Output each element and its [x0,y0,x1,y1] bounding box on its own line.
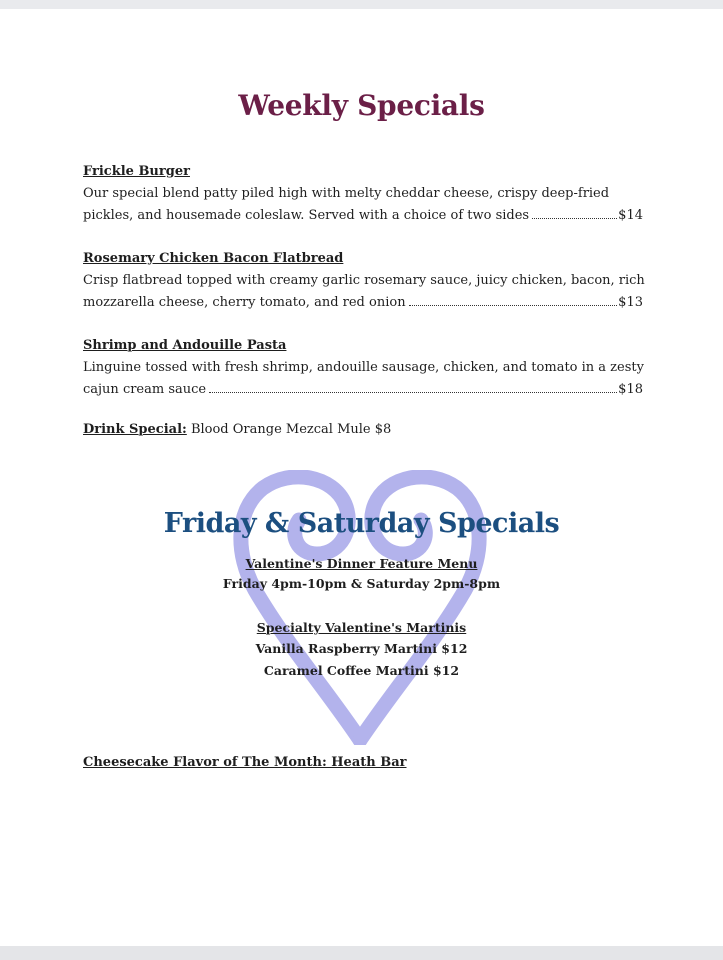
item-description-line: mozzarella cheese, cherry tomato, and red onion [83,295,406,310]
item-description-line: Crisp flatbread topped with creamy garlic rosemary sauce, juicy chicken, bacon, rich [83,273,645,288]
feature-menu-hours: Friday 4pm-10pm & Saturday 2pm-8pm [222,576,501,591]
item-name: Frickle Burger [83,164,190,179]
item-price: $18 [618,382,643,397]
item-price-line [83,292,643,314]
item-price: $14 [618,208,643,223]
drink-special-label: Drink Special: [83,422,187,437]
item-name: Shrimp and Andouille Pasta [83,338,287,353]
drink-special-text: Blood Orange Mezcal Mule $8 [186,422,392,437]
weekly-specials-title: Weekly Specials [238,89,485,122]
martini-item: Caramel Coffee Martini $12 [263,663,460,678]
dot-leader [532,218,617,219]
item-name: Rosemary Chicken Bacon Flatbread [83,251,344,266]
item-price: $13 [618,295,643,310]
feature-menu-heading: Valentine's Dinner Feature Menu [245,556,478,571]
weekend-specials-title: Friday & Saturday Specials [163,508,560,539]
item-description-line: cajun cream sauce [83,382,207,397]
item-price-line [83,205,643,227]
cheesecake-of-month: Cheesecake Flavor of The Month: Heath Bar [83,755,407,770]
martini-item: Vanilla Raspberry Martini $12 [255,641,468,656]
menu-item-rosemary-flatbread [83,248,643,314]
dot-leader [209,392,617,393]
item-description-line: Our special blend patty piled high with melty cheddar cheese, crispy deep-fried [83,186,610,201]
item-description-line: pickles, and housemade coleslaw. Served with a choice of two sides [83,208,530,223]
menu-item-frickle-burger [83,161,643,227]
item-price-line [83,379,643,401]
dot-leader [409,305,618,306]
drink-special [83,422,391,437]
menu-item-shrimp-pasta [83,335,643,401]
item-description-line: Linguine tossed with fresh shrimp, andouille sausage, chicken, and tomato in a zesty [83,360,644,375]
page-bottom-shadow [0,946,723,960]
martinis-heading: Specialty Valentine's Martinis [256,620,467,635]
